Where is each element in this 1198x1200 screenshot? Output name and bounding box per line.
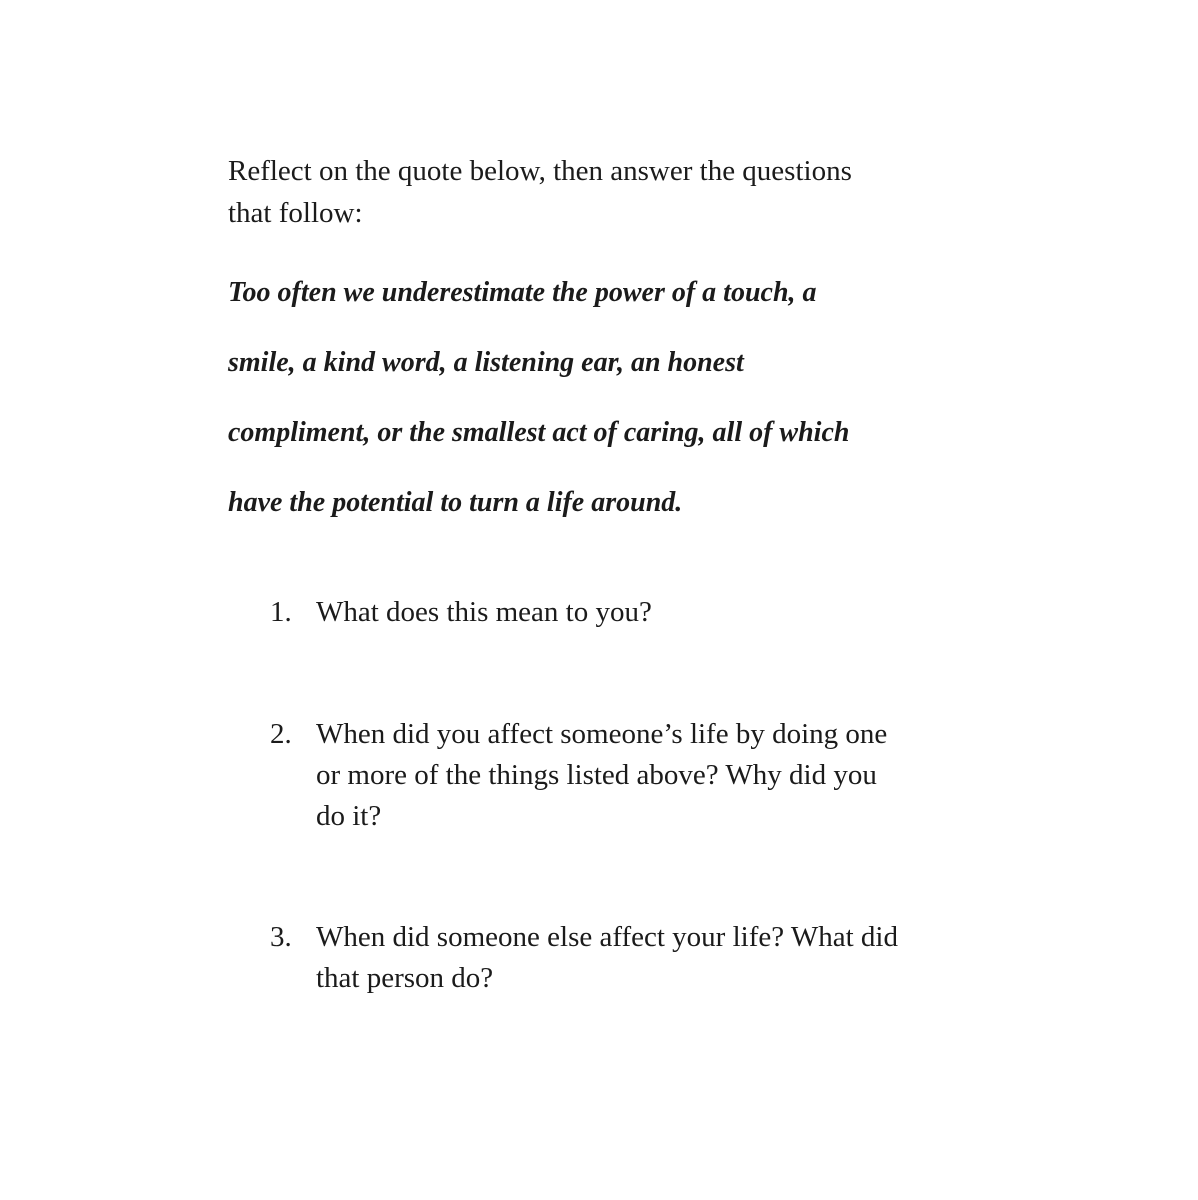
question-number: 2. [270, 718, 292, 750]
question-number: 1. [270, 596, 292, 628]
question-item-2 [270, 714, 910, 837]
quote-block [228, 270, 928, 550]
question-text: When did someone else affect your life? What did that person do? [316, 921, 898, 994]
question-text: When did you affect someone’s life by doing one or more of the things listed above? Why did you do it? [316, 718, 888, 832]
question-item-1 [270, 592, 910, 633]
quote-line: have the potential to turn a life around. [228, 487, 683, 518]
instructions-text: Reflect on the quote below, then answer the questions that follow: [228, 155, 852, 229]
quote-line: smile, a kind word, a listening ear, an honest [228, 347, 744, 378]
quote-line: Too often we underestimate the power of a touch, a [228, 277, 817, 308]
question-item-3 [270, 917, 910, 999]
question-number: 3. [270, 921, 292, 953]
question-text: What does this mean to you? [316, 596, 652, 628]
quote-line: compliment, or the smallest act of caring, all of which [228, 417, 850, 448]
